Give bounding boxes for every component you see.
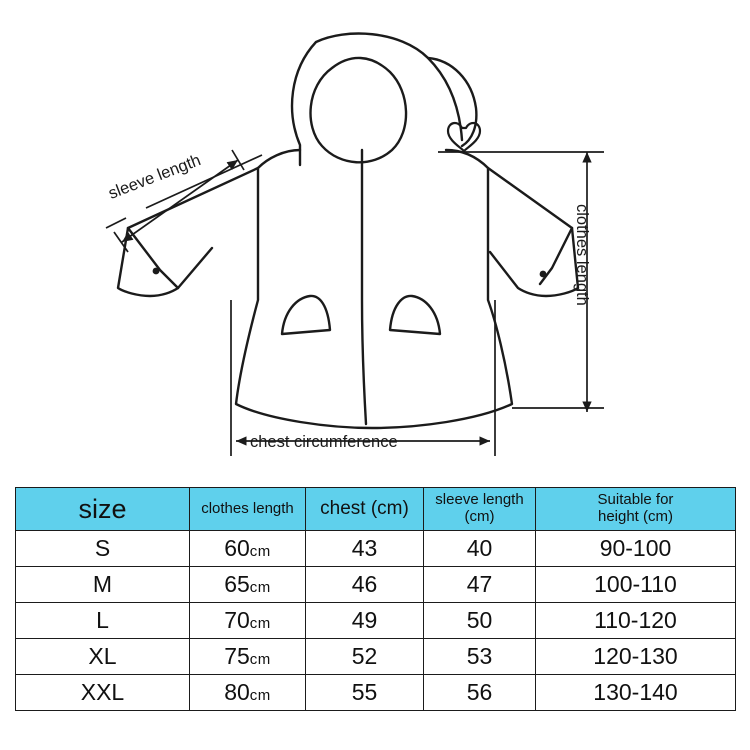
cell-clothes-length bbox=[190, 531, 306, 567]
header-clothes-length: clothes length bbox=[190, 488, 306, 531]
value: 70 bbox=[224, 607, 250, 633]
clothes-length-label: clothes length bbox=[572, 204, 591, 306]
value: 60 bbox=[224, 535, 250, 561]
unit: cm bbox=[249, 579, 271, 596]
cell-chest: 49 bbox=[306, 603, 424, 639]
size-table bbox=[15, 487, 736, 711]
table-row bbox=[16, 675, 736, 711]
table-header-row bbox=[16, 488, 736, 531]
unit: cm bbox=[249, 543, 271, 560]
table-row bbox=[16, 639, 736, 675]
hood-tip bbox=[428, 58, 476, 146]
header-height-line2: height (cm) bbox=[597, 508, 674, 525]
header-sleeve-length bbox=[424, 488, 536, 531]
right-sleeve bbox=[488, 168, 578, 296]
cell-clothes-length bbox=[190, 603, 306, 639]
header-chest: chest (cm) bbox=[306, 488, 424, 531]
left-pocket bbox=[282, 296, 330, 334]
hood-outline bbox=[292, 34, 462, 165]
cell-height: 90-100 bbox=[536, 531, 736, 567]
cell-size: L bbox=[16, 603, 190, 639]
left-cuff-button bbox=[153, 268, 160, 275]
header-sleeve-line2: (cm) bbox=[464, 508, 495, 525]
cell-clothes-length bbox=[190, 567, 306, 603]
cell-size: XXL bbox=[16, 675, 190, 711]
cell-height: 110-120 bbox=[536, 603, 736, 639]
cell-chest: 55 bbox=[306, 675, 424, 711]
table-row bbox=[16, 603, 736, 639]
cell-chest: 43 bbox=[306, 531, 424, 567]
cell-clothes-length bbox=[190, 675, 306, 711]
body-outline bbox=[236, 150, 512, 428]
sleeve-guide-bottom bbox=[106, 218, 126, 228]
cell-height: 120-130 bbox=[536, 639, 736, 675]
cell-sleeve: 40 bbox=[424, 531, 536, 567]
cell-size: M bbox=[16, 567, 190, 603]
value: 65 bbox=[224, 571, 250, 597]
center-zip bbox=[362, 150, 366, 424]
cell-height: 130-140 bbox=[536, 675, 736, 711]
value: 75 bbox=[224, 643, 250, 669]
table-row bbox=[16, 531, 736, 567]
cell-size: XL bbox=[16, 639, 190, 675]
unit: cm bbox=[249, 651, 271, 668]
hood-inner bbox=[311, 58, 407, 162]
cell-sleeve: 47 bbox=[424, 567, 536, 603]
value: 80 bbox=[224, 679, 250, 705]
cell-size: S bbox=[16, 531, 190, 567]
cell-sleeve: 50 bbox=[424, 603, 536, 639]
unit: cm bbox=[249, 687, 271, 704]
header-height bbox=[536, 488, 736, 531]
right-cuff-button bbox=[540, 271, 547, 278]
sleeve-length-label: sleeve length bbox=[106, 151, 204, 203]
unit: cm bbox=[249, 615, 271, 632]
cell-chest: 52 bbox=[306, 639, 424, 675]
left-cuff bbox=[128, 228, 178, 288]
cell-sleeve: 56 bbox=[424, 675, 536, 711]
header-size: size bbox=[16, 488, 190, 531]
header-sleeve-line1: sleeve length bbox=[435, 491, 524, 509]
right-pocket bbox=[390, 296, 440, 334]
cell-height: 100-110 bbox=[536, 567, 736, 603]
table-row bbox=[16, 567, 736, 603]
header-height-line1: Suitable for bbox=[597, 491, 674, 509]
cell-chest: 46 bbox=[306, 567, 424, 603]
cell-clothes-length bbox=[190, 639, 306, 675]
chest-circumference-label: chest circumference bbox=[250, 433, 398, 451]
cell-sleeve: 53 bbox=[424, 639, 536, 675]
